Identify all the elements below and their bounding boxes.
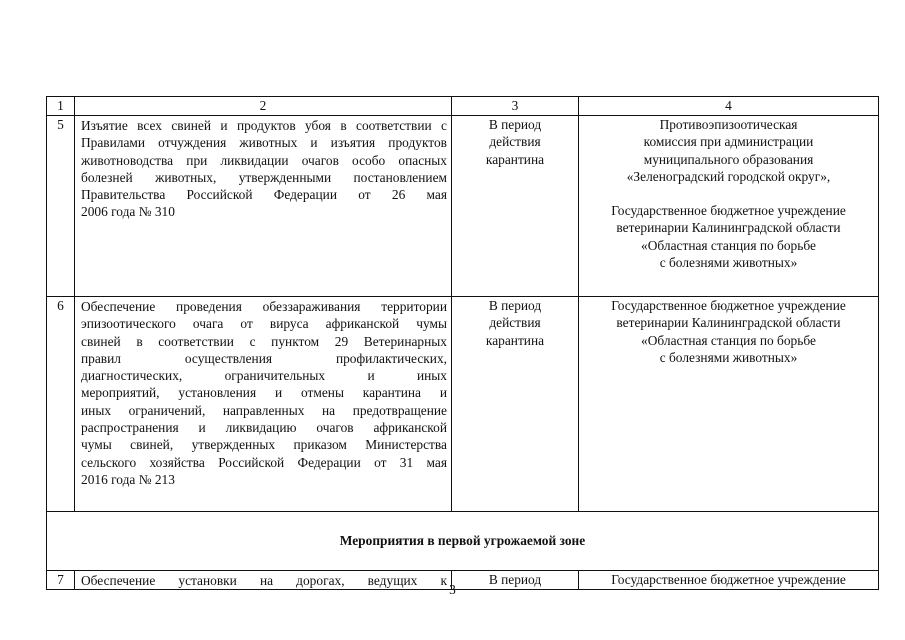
measure-description: Обеспечение установки на дорогах, ведущих к	[75, 571, 452, 590]
page-number: 3	[449, 582, 456, 597]
responsible: Государственное бюджетное учреждение	[579, 571, 879, 590]
header-cell: 2	[75, 97, 452, 116]
zone-title: Мероприятия в первой угрожаемой зоне	[47, 512, 879, 571]
table-header-row	[47, 97, 879, 116]
row-number: 6	[47, 297, 75, 512]
row-number: 5	[47, 116, 75, 297]
header-cell: 1	[47, 97, 75, 116]
responsible: Противоэпизоотическая комиссия при администрации муниципального образования «Зеленоградский городской округ», Государственное бюджетное учреждение ветеринарии Калининградской области «Областная станция по борьбе с болезнями животных»	[579, 116, 879, 297]
table-row	[47, 116, 879, 297]
header-cell: 4	[579, 97, 879, 116]
row-number: 7	[47, 571, 75, 590]
period: В период действия карантина	[452, 116, 579, 297]
zone-heading-row	[47, 512, 879, 571]
measure-description: Изъятие всех свиней и продуктов убоя в соответствии с Правилами отчуждения животных и изъятия продуктов животноводства при ликвидации очагов особо опасных болезней животных, утвержденными постановлением Правительства Российской Федерации от 26 мая 2006 года № 310	[75, 116, 452, 297]
responsible: Государственное бюджетное учреждение ветеринарии Калининградской области «Областная станция по борьбе с болезнями животных»	[579, 297, 879, 512]
header-cell: 3	[452, 97, 579, 116]
measures-table	[46, 96, 879, 590]
measure-description: Обеспечение проведения обеззараживания территории эпизоотического очага от вируса африканской чумы свиней в соответствии с пунктом 29 Ветеринарных правил осуществления профилактических, диагностических, ограничительных и иных мероприятий, установления и отмены карантина и иных ограничений, направленных на предотвращение распространения и ликвидацию очагов африканской чумы свиней, утвержденных приказом Министерства сельского хозяйства Российской Федерации от 31 мая 2016 года № 213	[75, 297, 452, 512]
table-row	[47, 297, 879, 512]
period: В период действия карантина	[452, 297, 579, 512]
period: В период	[452, 571, 579, 590]
